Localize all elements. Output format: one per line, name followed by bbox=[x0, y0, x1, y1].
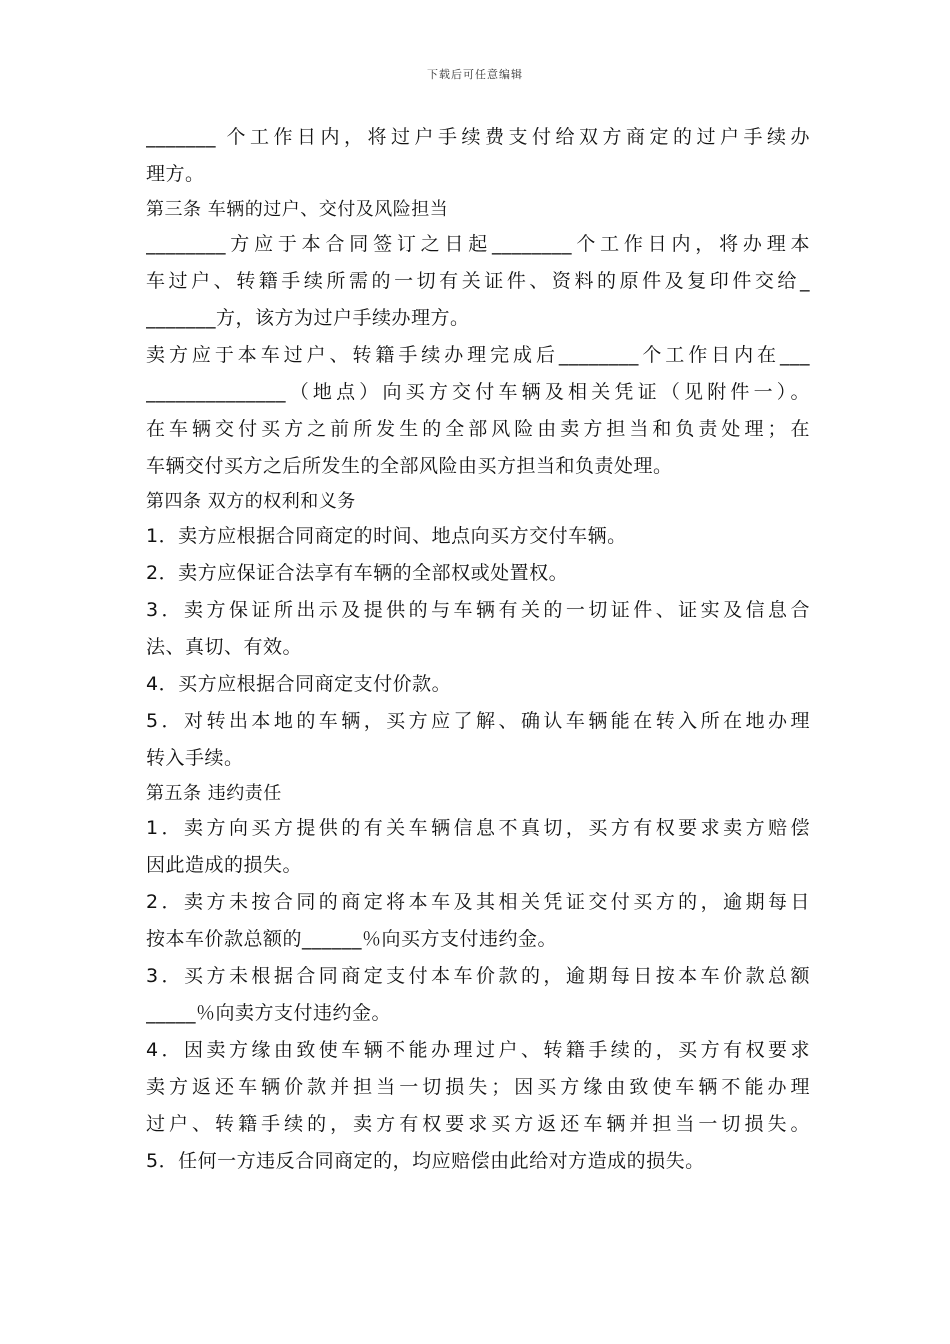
body-line: ______________（地点）向买方交付车辆及相关凭证（见附件一）。 bbox=[146, 381, 810, 403]
list-item-continued: 过户、转籍手续的，卖方有权要求买方返还车辆并担当一切损失。 bbox=[146, 1113, 810, 1135]
list-item: 1．卖方向买方提供的有关车辆信息不真切，买方有权要求卖方赔偿 bbox=[146, 817, 810, 839]
list-item-continued: 转入手续。 bbox=[146, 747, 244, 769]
body-line: 在车辆交付买方之前所发生的全部风险由卖方担当和负责处理；在 bbox=[146, 418, 810, 440]
document-body bbox=[146, 119, 810, 1180]
body-line: ________方应于本合同签订之日起________个工作日内，将办理本 bbox=[146, 233, 810, 255]
list-item-continued: 卖方返还车辆价款并担当一切损失；因买方缘由致使车辆不能办理 bbox=[146, 1076, 810, 1098]
list-item-continued: 因此造成的损失。 bbox=[146, 854, 303, 876]
list-item: 5．任何一方违反合同商定的，均应赔偿由此给对方造成的损失。 bbox=[146, 1150, 705, 1172]
body-line: _______方，该方为过户手续办理方。 bbox=[146, 307, 470, 329]
body-line: 车过户、转籍手续所需的一切有关证件、资料的原件及复印件交给_ bbox=[146, 270, 810, 292]
section-heading-4: 第四条 双方的权利和义务 bbox=[146, 491, 356, 512]
list-item: 2．卖方未按合同的商定将本车及其相关凭证交付买方的，逾期每日 bbox=[146, 891, 810, 913]
list-item: 1．卖方应根据合同商定的时间、地点向买方交付车辆。 bbox=[146, 525, 627, 547]
list-item: 2．卖方应保证合法享有车辆的全部权或处置权。 bbox=[146, 562, 569, 584]
section-heading-5: 第五条 违约责任 bbox=[146, 783, 282, 804]
body-line: 卖方应于本车过户、转籍手续办理完成后________个工作日内在___ bbox=[146, 344, 810, 366]
body-line: _______ 个工作日内，将过户手续费支付给双方商定的过户手续办 bbox=[146, 126, 810, 148]
list-item: 4．买方应根据合同商定支付价款。 bbox=[146, 673, 452, 695]
list-item: 4．因卖方缘由致使车辆不能办理过户、转籍手续的，买方有权要求 bbox=[146, 1039, 810, 1061]
list-item: 5．对转出本地的车辆，买方应了解、确认车辆能在转入所在地办理 bbox=[146, 710, 810, 732]
list-item-continued: 按本车价款总额的______％向买方支付违约金。 bbox=[146, 928, 558, 950]
section-heading-3: 第三条 车辆的过户、交付及风险担当 bbox=[146, 199, 449, 220]
list-item: 3．卖方保证所出示及提供的与车辆有关的一切证件、证实及信息合 bbox=[146, 599, 810, 621]
list-item-continued: _____％向卖方支付违约金。 bbox=[146, 1002, 392, 1024]
list-item-continued: 法、真切、有效。 bbox=[146, 636, 303, 658]
list-item: 3．买方未根据合同商定支付本车价款的，逾期每日按本车价款总额 bbox=[146, 965, 810, 987]
body-line: 车辆交付买方之后所发生的全部风险由买方担当和负责处理。 bbox=[146, 455, 673, 477]
page-header: 下载后可任意编辑 bbox=[427, 68, 523, 81]
body-line: 理方。 bbox=[146, 163, 205, 185]
